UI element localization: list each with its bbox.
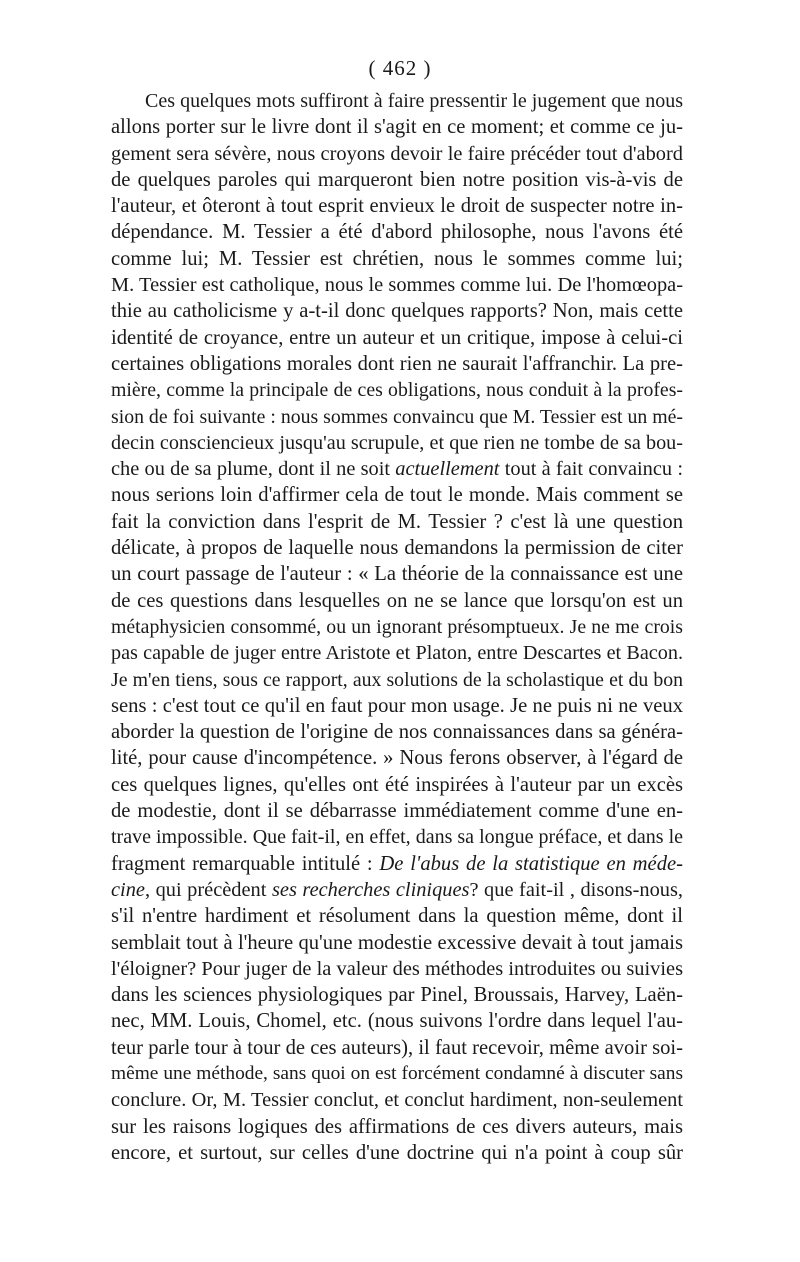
text-line bbox=[111, 745, 683, 771]
text-run: tout à fait convaincu : bbox=[499, 458, 684, 481]
text-line bbox=[111, 351, 683, 377]
body-text bbox=[111, 88, 683, 1166]
text-line bbox=[111, 640, 683, 666]
text-line bbox=[111, 614, 683, 640]
text-line bbox=[111, 535, 683, 561]
text-run: teur parle tour à tour de ces auteurs), il faut recevoir, même avoir soi- bbox=[111, 1036, 683, 1059]
text-run: un court passage de l'auteur : « La théorie de la connaissance est une bbox=[111, 563, 683, 586]
text-line bbox=[111, 167, 683, 193]
text-run: mière, comme la principale de ces obligations, nous conduit à la profes- bbox=[111, 379, 683, 402]
italic-run: actuellement bbox=[395, 458, 500, 481]
text-line bbox=[111, 667, 683, 693]
text-run: semblait tout à l'heure qu'une modestie excessive devait à tout jamais bbox=[111, 931, 683, 954]
text-line bbox=[111, 1035, 683, 1061]
text-run: thie au catholicisme y a-t-il donc quelques rapports? Non, mais cette bbox=[111, 300, 683, 323]
text-line bbox=[111, 877, 683, 903]
text-line bbox=[111, 1087, 683, 1113]
text-run: conclure. Or, M. Tessier conclut, et conclut hardiment, non-seulement bbox=[111, 1089, 683, 1112]
page-number: ( 462 ) bbox=[368, 56, 432, 80]
text-line bbox=[111, 1061, 683, 1087]
text-line bbox=[111, 956, 683, 982]
text-run: ces quelques lignes, qu'elles ont été inspirées à l'auteur par un excès bbox=[111, 773, 683, 796]
text-line bbox=[111, 193, 683, 219]
text-line bbox=[111, 246, 683, 272]
text-run: , qui précèdent bbox=[144, 878, 272, 901]
text-run: encore, et surtout, sur celles d'une doctrine qui n'a point à coup sûr bbox=[111, 1141, 683, 1164]
text-line bbox=[111, 798, 683, 824]
text-run: lité, pour cause d'incompétence. » Nous ferons observer, à l'égard de bbox=[111, 747, 683, 770]
text-line bbox=[111, 272, 683, 298]
text-run: decin consciencieux jusqu'au scrupule, et que rien ne tombe de sa bou- bbox=[111, 431, 683, 454]
text-line bbox=[111, 1114, 683, 1140]
text-line bbox=[111, 693, 683, 719]
text-line bbox=[111, 141, 683, 167]
text-run: trave impossible. Que fait-il, en effet, dans sa longue préface, et dans le bbox=[111, 826, 683, 849]
text-run: dans les sciences physiologiques par Pinel, Broussais, Harvey, Laën- bbox=[111, 984, 683, 1007]
text-run: pas capable de juger entre Aristote et Platon, entre Descartes et Bacon. bbox=[111, 642, 683, 665]
text-line bbox=[111, 404, 683, 430]
text-line bbox=[111, 903, 683, 929]
text-run: nec, MM. Louis, Chomel, etc. (nous suivons l'ordre dans lequel l'au- bbox=[111, 1010, 683, 1033]
text-line bbox=[111, 982, 683, 1008]
text-line bbox=[111, 824, 683, 850]
text-line bbox=[111, 219, 683, 245]
text-line bbox=[111, 325, 683, 351]
text-run: ? que fait-il , disons-nous, bbox=[469, 878, 683, 901]
text-line bbox=[111, 298, 683, 324]
text-run: fait la conviction dans l'esprit de M. Tessier ? c'est là une question bbox=[111, 510, 683, 533]
italic-run: De l'abus de la statistique en méde- bbox=[379, 852, 683, 875]
text-line bbox=[111, 377, 683, 403]
text-run: l'éloigner? Pour juger de la valeur des méthodes introduites ou suivies bbox=[111, 957, 683, 980]
text-line bbox=[111, 1008, 683, 1034]
text-run: métaphysicien consommé, ou un ignorant présomptueux. Je ne me crois bbox=[111, 615, 683, 638]
text-run: l'auteur, et ôteront à tout esprit envieux le droit de suspecter notre in- bbox=[111, 195, 683, 218]
text-run: de modestie, dont il se débarrasse immédiatement comme d'une en- bbox=[111, 800, 683, 823]
text-run: s'il n'entre hardiment et résolument dans la question même, dont il bbox=[111, 905, 683, 928]
text-run: délicate, à propos de laquelle nous demandons la permission de citer bbox=[111, 537, 683, 560]
text-line bbox=[111, 430, 683, 456]
text-line bbox=[111, 456, 683, 482]
text-line bbox=[111, 851, 683, 877]
text-line bbox=[111, 930, 683, 956]
text-run: Ces quelques mots suffiront à faire pressentir le jugement que nous bbox=[145, 90, 683, 112]
text-run: dépendance. M. Tessier a été d'abord philosophe, nous l'avons été bbox=[111, 221, 683, 244]
text-run: Je m'en tiens, sous ce rapport, aux solutions de la scholastique et du bon bbox=[111, 668, 683, 691]
text-line bbox=[111, 772, 683, 798]
text-run: nous serions loin d'affirmer cela de tout le monde. Mais comment se bbox=[111, 484, 683, 507]
text-run: de ces questions dans lesquelles on ne se lance que lorsqu'on est un bbox=[111, 589, 683, 612]
text-line bbox=[111, 114, 683, 140]
text-run: allons porter sur le livre dont il s'agit en ce moment; et comme ce ju- bbox=[111, 116, 683, 139]
text-run: fragment remarquable intitulé : bbox=[111, 852, 380, 875]
text-run: sur les raisons logiques des affirmations de ces divers auteurs, mais bbox=[111, 1115, 683, 1138]
text-line bbox=[111, 509, 683, 535]
text-line bbox=[111, 719, 683, 745]
text-run: sion de foi suivante : nous sommes convaincu que M. Tessier est un mé- bbox=[111, 405, 683, 428]
text-line bbox=[111, 588, 683, 614]
text-run: comme lui; M. Tessier est chrétien, nous le sommes comme lui; bbox=[111, 247, 683, 270]
text-run: identité de croyance, entre un auteur et un critique, impose à celui-ci bbox=[111, 326, 683, 349]
text-run: certaines obligations morales dont rien ne saurait l'affranchir. La pre- bbox=[111, 352, 683, 375]
text-run: de quelques paroles qui marqueront bien notre position vis-à-vis de bbox=[111, 168, 683, 191]
text-line bbox=[111, 561, 683, 587]
text-line bbox=[111, 482, 683, 508]
text-run: sens : c'est tout ce qu'il en faut pour mon usage. Je ne puis ni ne veux bbox=[111, 694, 683, 717]
text-run: M. Tessier est catholique, nous le sommes comme lui. De l'homœopa- bbox=[111, 274, 683, 297]
text-line bbox=[111, 88, 683, 114]
text-run: aborder la question de l'origine de nos connaissances dans sa généra- bbox=[111, 721, 683, 744]
text-run: che ou de sa plume, dont il ne soit bbox=[111, 458, 396, 481]
italic-run: ses recherches cliniques bbox=[271, 878, 470, 901]
text-run: gement sera sévère, nous croyons devoir le faire précéder tout d'abord bbox=[111, 142, 683, 165]
text-run: même une méthode, sans quoi on est forcément condamné à discuter sans bbox=[111, 1062, 683, 1084]
text-line bbox=[111, 1140, 683, 1166]
italic-run: cine bbox=[111, 878, 145, 901]
